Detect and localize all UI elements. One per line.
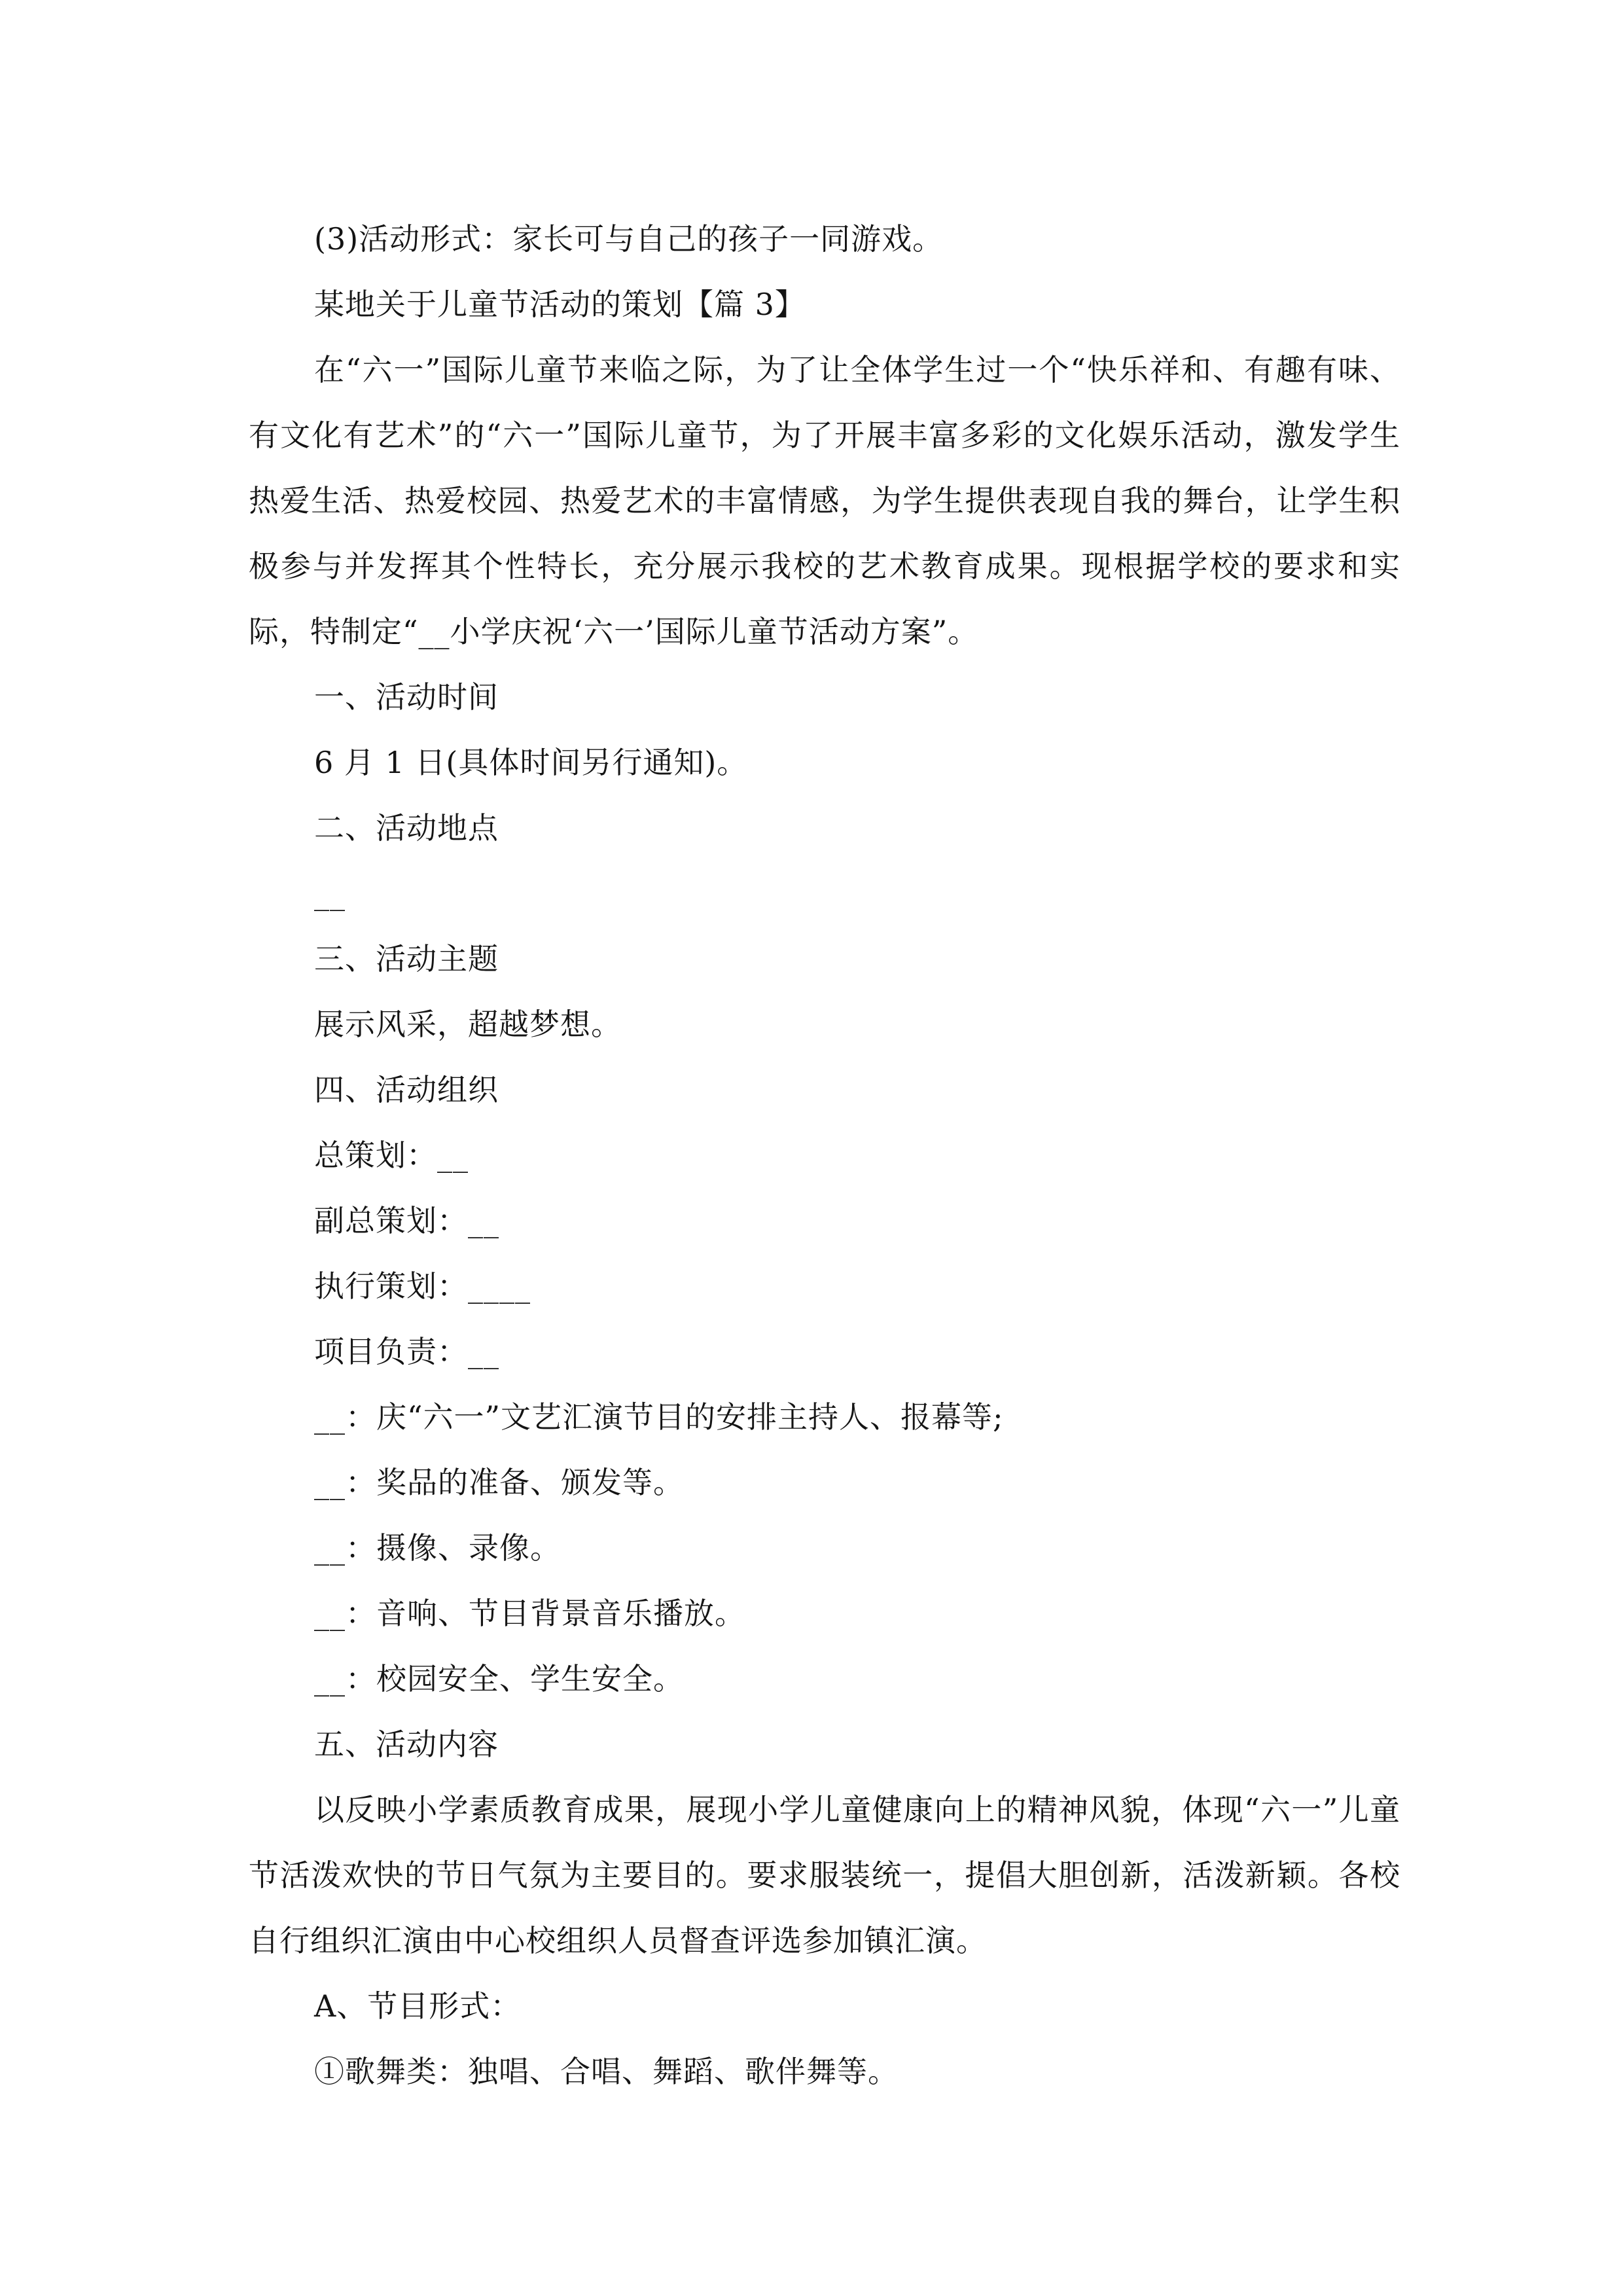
activity-form-item: (3)活动形式：家长可与自己的孩子一同游戏。 xyxy=(314,221,944,257)
section4-heading: 四、活动组织 xyxy=(314,1072,499,1107)
document-body xyxy=(249,206,1400,2104)
section1-text: 6 月 1 日(具体时间另行通知)。 xyxy=(314,745,748,780)
section5-heading: 五、活动内容 xyxy=(314,1727,499,1762)
org-line: __：奖品的准备、颁发等。 xyxy=(314,1465,684,1500)
section5-paragraph: 以反映小学素质教育成果，展现小学儿童健康向上的精神风貌，体现“六一”儿童节活泼欢快的节日气氛为主要目的。要求服装统一，提倡大胆创新，活泼新颖。各校自行组织汇演由中心校组织人员督查评选参加镇汇演。 xyxy=(249,1792,1400,1958)
subsection-a-item: ①歌舞类：独唱、合唱、舞蹈、歌伴舞等。 xyxy=(314,2054,899,2089)
org-line: 项目负责：__ xyxy=(314,1334,499,1369)
org-line: __：校园安全、学生安全。 xyxy=(314,1661,684,1696)
section2-heading: 二、活动地点 xyxy=(314,810,499,846)
intro-paragraph: 在“六一”国际儿童节来临之际，为了让全体学生过一个“快乐祥和、有趣有味、有文化有艺术”的“六一”国际儿童节，为了开展丰富多彩的文化娱乐活动，激发学生热爱生活、热爱校园、热爱艺术的丰富情感，为学生提供表现自我的舞台，让学生积极参与并发挥其个性特长，充分展示我校的艺术教育成果。现根据学校的要求和实际，特制定“__小学庆祝‘六一’国际儿童节活动方案”。 xyxy=(249,352,1400,649)
section-title: 某地关于儿童节活动的策划【篇 3】 xyxy=(314,287,806,322)
org-line: 副总策划：__ xyxy=(314,1203,499,1238)
section3-heading: 三、活动主题 xyxy=(314,941,499,977)
org-line: __：音响、节目背景音乐播放。 xyxy=(314,1596,745,1631)
org-line: __：庆“六一”文艺汇演节目的安排主持人、报幕等; xyxy=(314,1399,1004,1435)
org-line: 执行策划：____ xyxy=(314,1268,531,1304)
section2-text: __ xyxy=(314,876,346,911)
section1-heading: 一、活动时间 xyxy=(314,679,499,715)
org-line: __：摄像、录像。 xyxy=(314,1530,561,1566)
subsection-a-heading: A、节目形式： xyxy=(314,1988,522,2024)
org-line: 总策划：__ xyxy=(314,1138,469,1173)
section3-text: 展示风采，超越梦想。 xyxy=(314,1007,622,1042)
